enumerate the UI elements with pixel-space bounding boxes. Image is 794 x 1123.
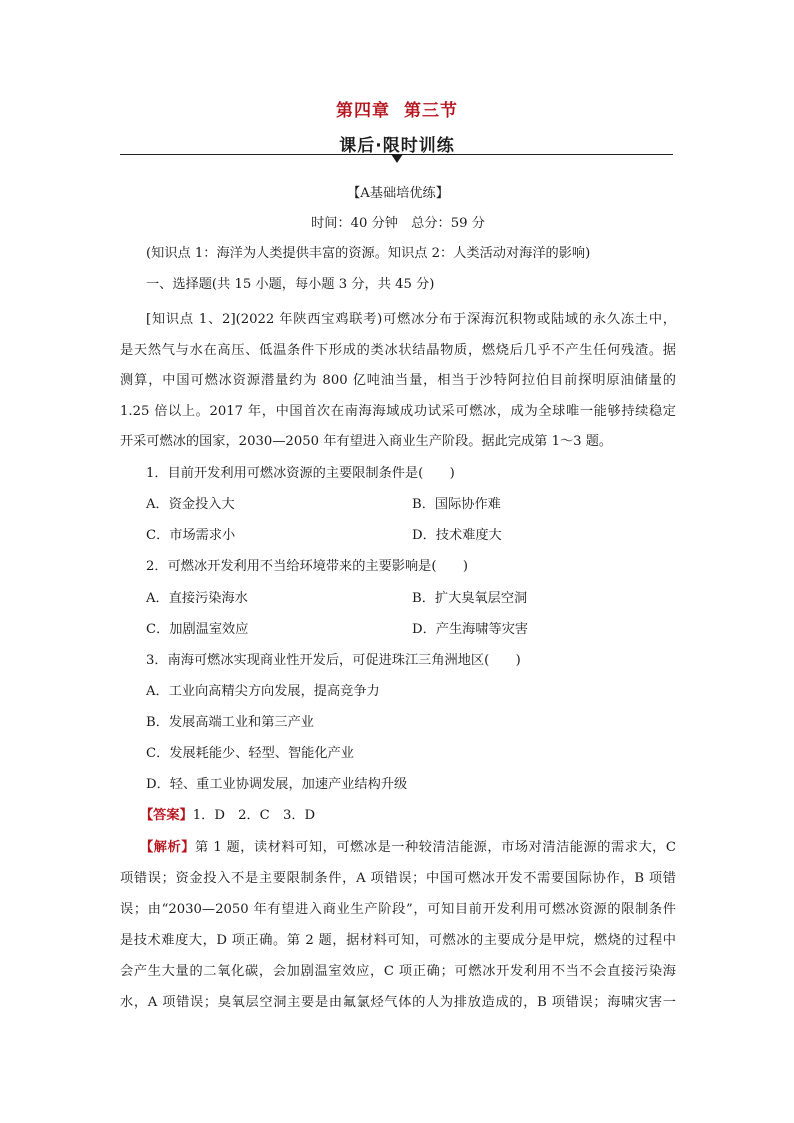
page-subtitle: 课后·限时训练	[339, 136, 455, 156]
option-c: C．发展耗能少、轻型、智能化产业	[146, 746, 354, 761]
analysis-line: 是技术难度大，D 项正确。第 2 题，据材料可知，可燃冰的主要成分是甲烷，燃烧的过程中	[120, 933, 676, 948]
analysis-line: 项错误；资金投入不是主要限制条件，A 项错误；中国可燃冰开发不需要国际协作，B 项错	[120, 871, 676, 886]
passage-line: 测算，中国可燃冰资源潜量约为 800 亿吨油当量，相当于沙特阿拉伯目前探明原油储量的	[120, 373, 676, 388]
question-stem: 2．可燃冰开发利用不当给环境带来的主要影响是( )	[146, 559, 468, 574]
chapter-title	[0, 96, 794, 121]
analysis-line: 水，A 项错误；臭氧层空洞主要是由氟氯烃气体的人为排放造成的，B 项错误；海啸灾害一	[120, 995, 676, 1010]
answer-text: 1．D 2．C 3．D	[192, 808, 316, 823]
question-stem: 1．目前开发利用可燃冰资源的主要限制条件是( )	[146, 466, 455, 481]
knowledge-points: (知识点 1：海洋为人类提供丰富的资源。知识点 2：人类活动对海洋的影响)	[146, 246, 591, 261]
question-stem: 3．南海可燃冰实现商业性开发后，可促进珠江三角洲地区( )	[146, 653, 521, 668]
chapter-label: 第四章	[336, 101, 390, 121]
section-label: 第三节	[404, 101, 458, 121]
passage-line: 开采可燃冰的国家，2030—2050 年有望进入商业生产阶段。据此完成第 1～3 题。	[120, 434, 613, 449]
passage-line: [知识点 1、2](2022 年陕西宝鸡联考)可燃冰分布于深海沉积物或陆域的永久冻土中，	[146, 312, 676, 327]
option-b: B．扩大臭氧层空洞	[412, 591, 528, 606]
analysis-line: 会产生大量的二氧化碳，会加剧温室效应，C 项正确；可燃冰开发利用不当不会直接污染海	[120, 964, 676, 979]
option-a: A．直接污染海水	[146, 591, 248, 606]
passage-line: 1.25 倍以上。2017 年，中国首次在南海海域成功试采可燃冰，成为全球唯一能够持续稳定	[120, 404, 676, 419]
answer-label: 【答案】	[140, 808, 193, 823]
time-score: 时间：40 分钟 总分：59 分	[311, 216, 485, 231]
option-d: D．产生海啸等灾害	[412, 622, 529, 637]
down-triangle-icon	[391, 154, 403, 163]
analysis-text: 第 1 题，读材料可知，可燃冰是一种较清洁能源，市场对清洁能源的需求大，C	[194, 840, 677, 855]
answer-line	[140, 806, 696, 826]
section-heading: 一、选择题(共 15 小题，每小题 3 分，共 45 分)	[146, 277, 435, 292]
analysis-line	[140, 838, 676, 858]
passage-line: 是天然气与水在高压、低温条件下形成的类冰状结晶物质，燃烧后几乎不产生任何残渣。据	[120, 343, 676, 358]
option-d: D．技术难度大	[412, 528, 502, 543]
option-d: D．轻、重工业协调发展，加速产业结构升级	[146, 777, 408, 792]
analysis-label: 【解析】	[140, 840, 195, 855]
option-c: C．市场需求小	[146, 528, 236, 543]
option-a: A．资金投入大	[146, 497, 235, 512]
option-b: B．国际协作难	[412, 497, 501, 512]
option-a: A．工业向高精尖方向发展，提高竞争力	[146, 684, 380, 699]
group-label: 【A基础培优练】	[347, 186, 449, 201]
option-b: B．发展高端工业和第三产业	[146, 715, 314, 730]
option-c: C．加剧温室效应	[146, 622, 249, 637]
analysis-line: 误；由“2030—2050 年有望进入商业生产阶段”，可知目前开发利用可燃冰资源的限制条件	[120, 902, 676, 917]
